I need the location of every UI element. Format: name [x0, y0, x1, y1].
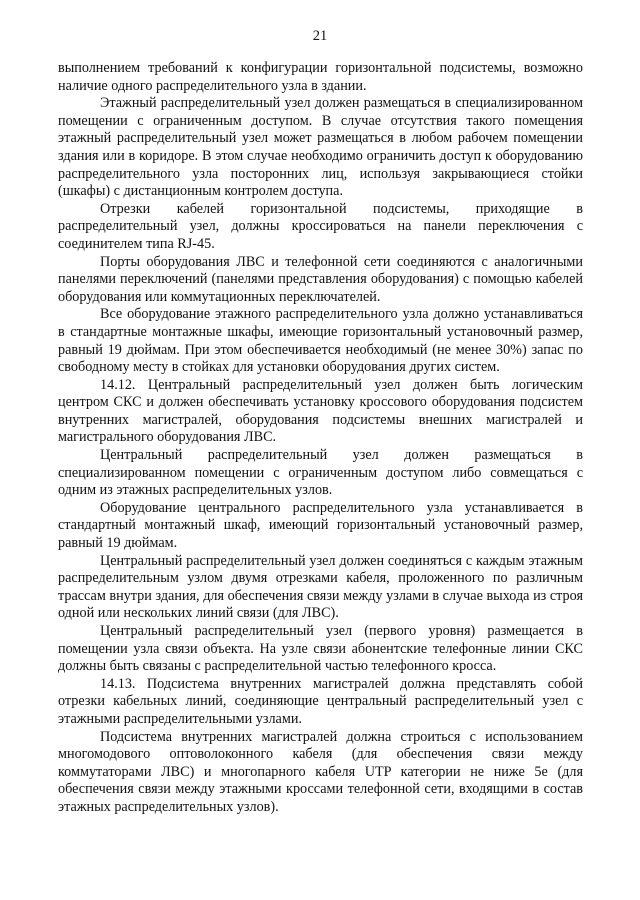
paragraph-central-node-location: Центральный распределительный узел (первого уровня) размещается в помещении узла связи объекта. На узле связи абонентские телефонные линии СКС должны быть связаны с распределительной частью телефонного кросса.	[58, 623, 583, 675]
paragraph-section-14-13: 14.13. Подсистема внутренних магистралей должна представлять собой отрезки кабельных линий, соединяющие центральный распределительный узел с этажными распределительными узлами.	[58, 675, 583, 727]
paragraph-horizontal-cable-segments: Отрезки кабелей горизонтальной подсистемы, приходящие в распределительный узел, должны кроссироваться на панели переключения с соединителем типа RJ-45.	[58, 200, 583, 252]
paragraph-central-node-room: Центральный распределительный узел должен размещаться в специализированном помещении с ограниченным доступом либо совмещаться с одним из этажных распределительных узлов.	[58, 447, 583, 499]
paragraph-lan-phone-ports: Порты оборудования ЛВС и телефонной сети соединяются с аналогичными панелями переключений (панелями представления оборудования) с помощью кабелей оборудования или коммутационных переключателей.	[58, 253, 583, 305]
paragraph-floor-node-room: Этажный распределительный узел должен размещаться в специализированном помещении с ограниченным доступом. В случае отсутствия такого помещения этажный распределительный узел может размещаться в любом рабочем помещении здания или в коридоре. В этом случае необходимо ограничить доступ к оборудованию распределительного узла посторонних лиц, используя закрывающиеся стойки (шкафы) с дистанционным контролем доступа.	[58, 95, 583, 200]
page-number: 21	[312, 28, 328, 44]
paragraph-section-14-12: 14.12. Центральный распределительный узел должен быть логическим центром СКС и должен обеспечивать установку кроссового оборудования подсистем внутренних магистралей, оборудования подсистемы внешних магистралей и магистрального оборудования ЛВС.	[58, 376, 583, 446]
paragraph-floor-node-cabinets: Все оборудование этажного распределительного узла должно устанавливаться в стандартные монтажные шкафы, имеющие горизонтальный установочный размер, равный 19 дюймам. При этом обеспечивается необходимый (не менее 30%) запас по свободному месту в стойках для установки оборудования других систем.	[58, 306, 583, 376]
paragraph-central-node-connections: Центральный распределительный узел должен соединяться с каждым этажным распределительным узлом двумя отрезками кабеля, проложенного по различным трассам внутри здания, для обеспечения связи между узлами в случае выхода из строя одной или нескольких линий связи (для ЛВС).	[58, 552, 583, 622]
paragraph-continuation: выполнением требований к конфигурации горизонтальной подсистемы, возможно наличие одного распределительного узла в здании.	[58, 60, 583, 94]
paragraph-backbone-cabling: Подсистема внутренних магистралей должна строиться с использованием многомодового оптоволоконного кабеля (для обеспечения связи между коммутаторами ЛВС) и многопарного кабеля UTP категории не ниже 5е (для обеспечения связи между этажными кроссами телефонной сети, входящими в состав этажных распределительных узлов).	[58, 728, 583, 815]
paragraph-central-node-cabinet: Оборудование центрального распределительного узла устанавливается в стандартный монтажный шкаф, имеющий горизонтальный установочный размер, равный 19 дюймам.	[58, 499, 583, 552]
document-body	[58, 60, 583, 817]
